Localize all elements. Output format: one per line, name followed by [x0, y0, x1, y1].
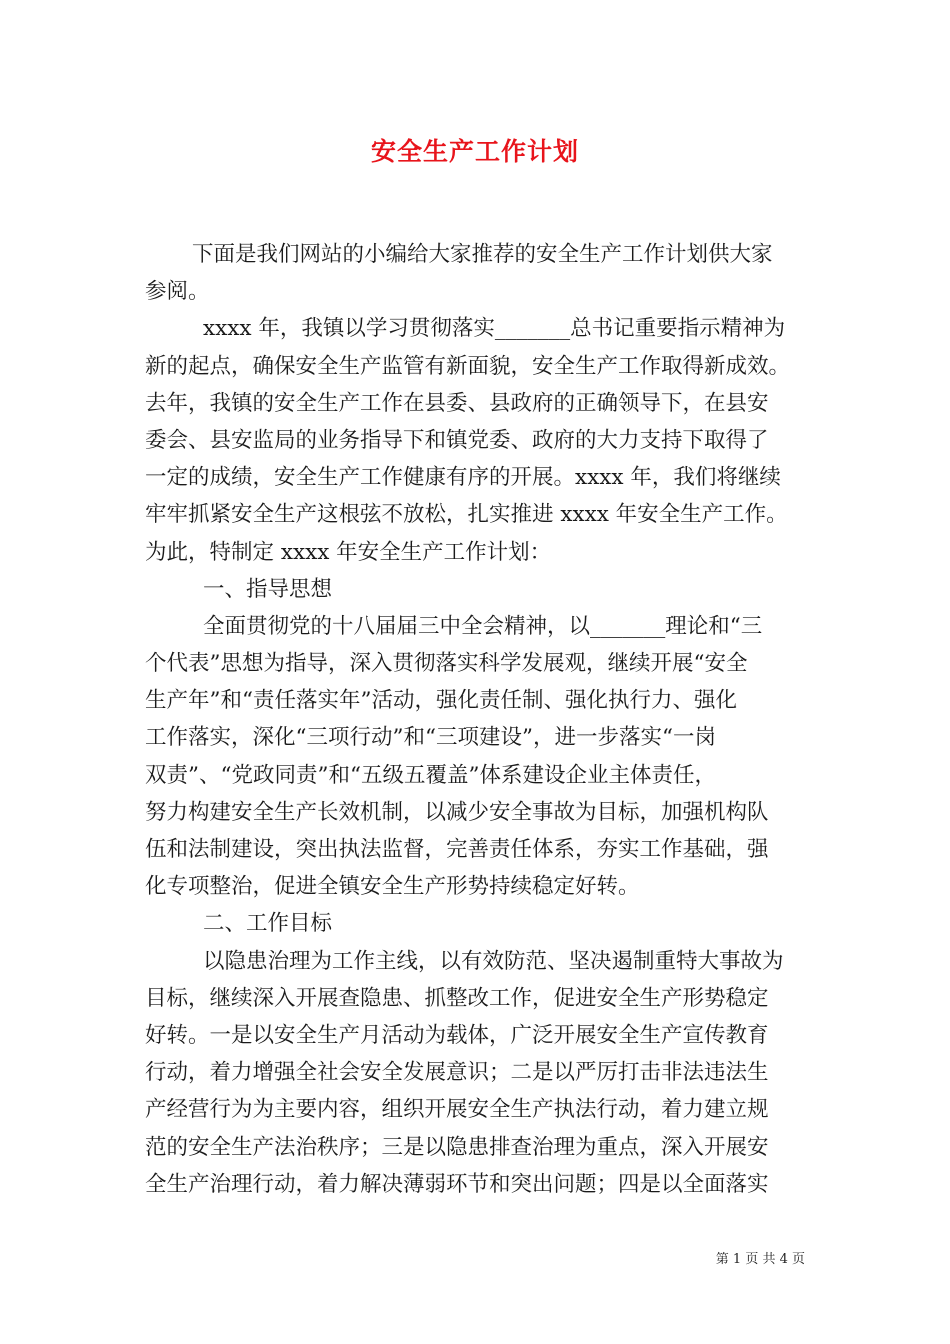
text-line: 一定的成绩，安全生产工作健康有序的开展。xxxx 年，我们将继续	[145, 465, 781, 491]
text-line: 工作落实，深化“三项行动”和“三项建设”，进一步落实“一岗	[145, 725, 716, 751]
text-line: 委会、县安监局的业务指导下和镇党委、政府的大力支持下取得了	[145, 427, 769, 453]
text-line: 范的安全生产法治秩序；三是以隐患排查治理为重点，深入开展安	[145, 1134, 769, 1160]
text-line: 好转。一是以安全生产月活动为载体，广泛开展安全生产宣传教育	[145, 1022, 769, 1048]
text-line: 为此，特制定 xxxx 年安全生产工作计划：	[145, 539, 552, 565]
text-line: 伍和法制建设，突出执法监督，完善责任体系，夯实工作基础，强	[145, 837, 769, 862]
document-title: 安全生产工作计划	[370, 137, 579, 166]
text-line: 努力构建安全生产长效机制，以减少安全事故为目标，加强机构队	[145, 799, 769, 825]
text-line: 生产年”和“责任落实年”活动，强化责任制、强化执行力、强化	[145, 688, 737, 714]
text-line: 全生产治理行动，着力解决薄弱环节和突出问题；四是以全面落实	[145, 1171, 769, 1197]
section-heading: 一、指导思想	[203, 576, 333, 602]
text-line: 产经营行为为主要内容，组织开展安全生产执法行动，着力建立规	[145, 1097, 769, 1123]
section-heading: 二、工作目标	[203, 911, 333, 937]
text-line: 牢牢抓紧安全生产这根弦不放松，扎实推进 xxxx 年安全生产工作。	[145, 502, 788, 528]
text-line: 下面是我们网站的小编给大家推荐的安全生产工作计划供大家	[192, 242, 773, 267]
text-line: xxxx 年，我镇以学习贯彻落实_______总书记重要指示精神为	[203, 316, 786, 342]
text-line: 新的起点，确保安全生产监管有新面貌，安全生产工作取得新成效。	[145, 353, 791, 379]
text-line: 行动，着力增强全社会安全发展意识；二是以严厉打击非法违法生	[145, 1060, 769, 1086]
text-line: 全面贯彻党的十八届届三中全会精神，以_______理论和“三	[203, 613, 763, 639]
text-line: 以隐患治理为工作主线，以有效防范、坚决遏制重特大事故为	[203, 948, 784, 974]
text-line: 目标，继续深入开展查隐患、抓整改工作，促进安全生产形势稳定	[145, 985, 769, 1011]
text-line: 双责”、“党政同责”和“五级五覆盖”体系建设企业主体责任，	[145, 762, 716, 788]
text-line: 参阅。	[145, 279, 210, 305]
page-number: 第 1 页 共 4 页	[715, 1252, 805, 1267]
document-body	[145, 236, 807, 1203]
text-line: 个代表”思想为指导，深入贯彻落实科学发展观，继续开展“安全	[145, 651, 748, 677]
text-line: 去年，我镇的安全生产工作在县委、县政府的正确领导下，在县安	[145, 390, 769, 416]
text-line: 化专项整治，促进全镇安全生产形势持续稳定好转。	[145, 874, 640, 900]
